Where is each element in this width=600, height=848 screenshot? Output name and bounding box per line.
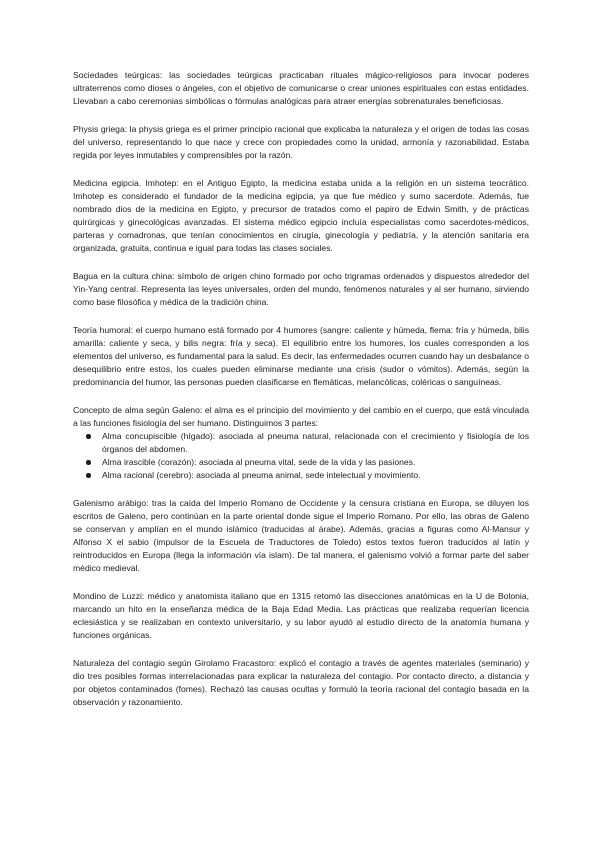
paragraph-medicina-egipcia: Medicina egipcia. Imhotep: en el Antiguo Egipto, la medicina estaba unida a la religión en un sistema teocrático. Imhotep es considerado el fundador de la medicina egipcia, ya que fue médico y sumo sacerdote. Además, fue nombrado dios de la medicina en Egipto, y precursor de tratados como el papiro de Edwin Smith, y de prácticas quirúrgicas y ginecológicas avanzadas. El sistema médico egipcio incluía especialistas como sacerdotes-médicos, parteras y comadronas, que tenían conocimientos en cirugía, ginecología y pediatría, y la atención sanitaria era organizada, gratuita, continua e igual para todas las clases sociales. bbox=[73, 178, 529, 253]
paragraph-physis-griega: Physis griega: la physis griega es el primer principio racional que explicaba la naturaleza y el origen de todas las cosas del universo, representando lo que nace y crece con propiedades como la unidad, armonía y razonabilidad. Estaba regida por leyes inmutables y comprensibles por la razón. bbox=[73, 124, 529, 160]
bullet-icon bbox=[86, 434, 91, 439]
paragraph-fracastoro: Naturaleza del contagio según Girolamo Fracastoro: explicó el contagio a través de agentes materiales (seminario) y dio tres posibles formas interrelacionadas para explicar la naturaleza del contagio. Por contacto directo, a distancia y por objetos contaminados (fomes). Rechazó las causas ocultas y formuló la teoría racional del contagio basada en la observación y razonamiento. bbox=[73, 658, 529, 707]
paragraph-bagua: Bagua en la cultura china: símbolo de origen chino formado por ocho trigramas ordenados y dispuestos alrededor del Yin-Yang central. Representa las leyes universales, orden del mundo, fenómenos naturales y al ser humano, sirviendo como base filosófica y médica de la tradición china. bbox=[73, 271, 529, 307]
list-item-text: Alma irascible (corazón): asociada al pneuma vital, sede de la vida y las pasiones. bbox=[102, 457, 416, 467]
bullet-icon bbox=[86, 473, 91, 478]
list-item bbox=[73, 430, 529, 456]
list-item bbox=[73, 469, 529, 482]
paragraph-galenismo-arabigo: Galenismo arábigo: tras la caída del Imperio Romano de Occidente y la censura cristiana en Europa, se diluyen los escritos de Galeno, pero continúan en la parte oriental donde sigue el Imperio Romano. Por ello, las obras de Galeno se conservan y amplían en el mundo islámico (traducidas al árabe). Además, gracias a figuras como Al-Mansur y Alfonso X el sabio (impulsor de la Escuela de Traductores de Toledo) estos textos fueron traducidos al latín y reintroducidos en Europa (llega la información vía islam). De tal manera, el galenismo volvió a formar parte del saber médico medieval. bbox=[73, 498, 529, 573]
list-item-text: Alma concupiscible (hígado): asociada al pneuma natural, relacionada con el crecimiento y fisiología de los órganos del abdomen. bbox=[102, 431, 529, 454]
section-alma-galeno bbox=[73, 404, 529, 482]
list-item-text: Alma racional (cerebro): asociada al pneuma animal, sede intelectual y movimiento. bbox=[102, 470, 421, 480]
bullet-list-almas bbox=[73, 430, 529, 482]
paragraph-teoria-humoral: Teoría humoral: el cuerpo humano está formado por 4 humores (sangre: caliente y húmeda, flema: fría y húmeda, bilis amarilla: caliente y seca, y bilis negra: fría y seca). El equilibrio entre los humores, los cuales corresponden a los elementos del universo, es fundamental para la salud. Es decir, las enfermedades ocurren cuando hay un desbalance o desequilibrio entre estos, los cuales pueden eliminarse mediante una crisis (sudor o vómitos). Además, según la predominancia del humor, las personas pueden clasificarse en flemáticas, melancólicas, coléricas o sanguíneas. bbox=[73, 325, 529, 387]
paragraph-mondino-de-luzzi: Mondino de Luzzi: médico y anatomista italiano que en 1315 retomó las disecciones anatómicas en la U de Bolonia, marcando un hito en la enseñanza médica de la Baja Edad Media. Las prácticas que realizaba requerían licencia eclesiástica y se realizaban en contexto universitario, y su labor ayudó al estudio directo de la anatomía humana y funciones orgánicas. bbox=[73, 591, 529, 640]
list-item bbox=[73, 456, 529, 469]
paragraph-alma-galeno-intro: Concepto de alma según Galeno: el alma es el principio del movimiento y del cambio en el cuerpo, que está vinculada a las funciones fisiología del ser humano. Distinguimos 3 partes: bbox=[73, 405, 529, 428]
paragraph-sociedades-teurgicas: Sociedades teúrgicas: las sociedades teúrgicas practicaban rituales mágico-religiosos para invocar poderes ultraterrenos como dioses o ángeles, con el objetivo de comunicarse o crear uniones espirituales con estas entidades. Llevaban a cabo ceremonias simbólicas o fórmulas analógicas para atraer energías sobrenaturales beneficiosas. bbox=[73, 70, 529, 106]
document-body bbox=[73, 69, 529, 709]
bullet-icon bbox=[86, 460, 91, 465]
